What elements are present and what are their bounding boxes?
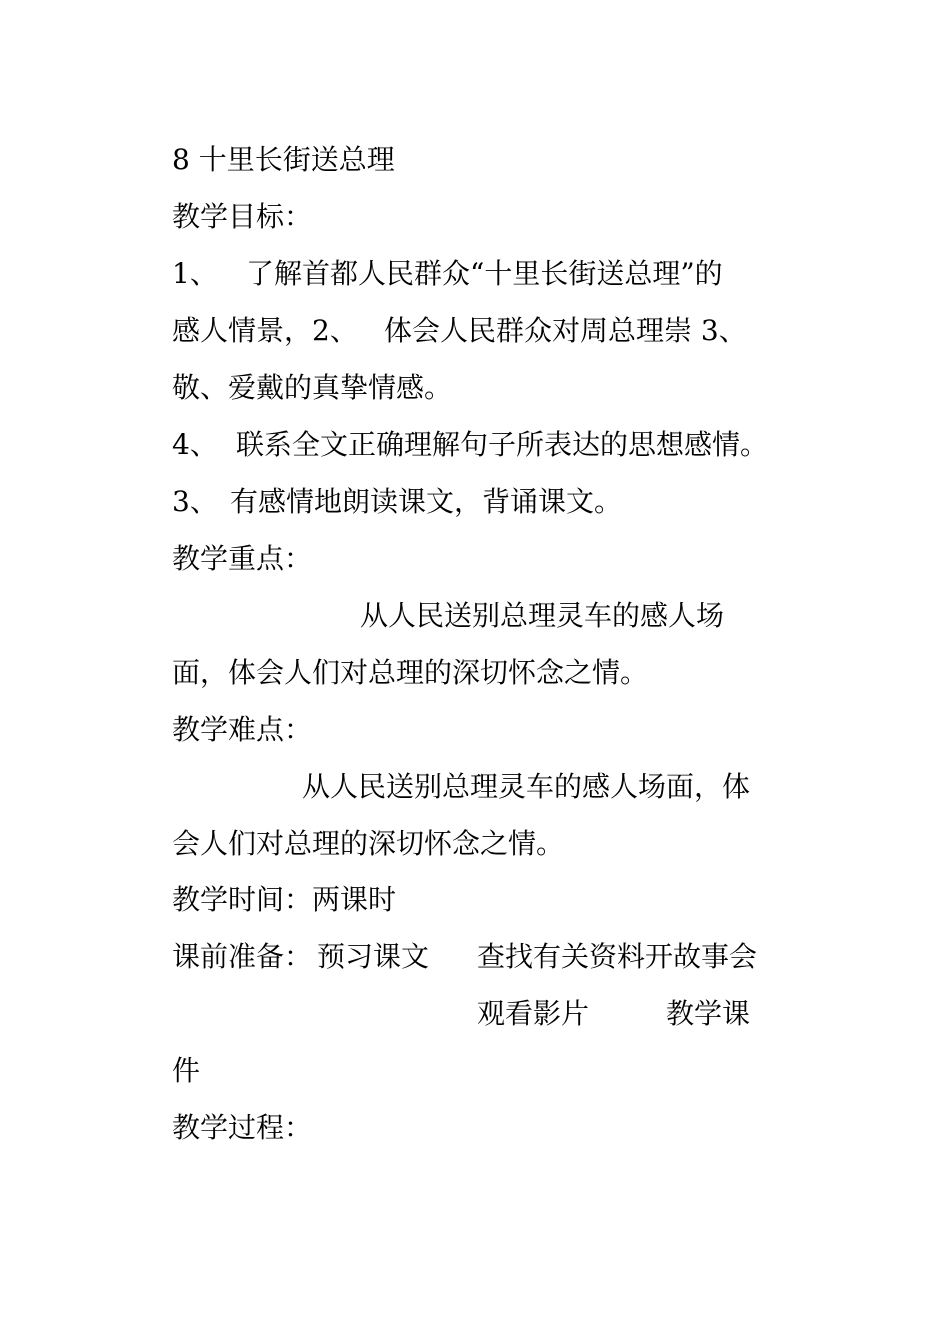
objective-number-4: 4、 (172, 428, 218, 461)
objective-line-1 (172, 254, 723, 294)
objective-line-2 (172, 311, 747, 351)
preparation-item-3: 观看影片 (477, 997, 590, 1030)
objective-text-1: 了解首都人民群众“十里长街送总理”的 (246, 257, 723, 290)
preparation-line-2 (172, 994, 751, 1034)
difficulties-heading: 教学难点： (172, 713, 313, 746)
difficulties-line-2: 会人们对总理的深切怀念之情。 (172, 827, 565, 860)
preparation-line-1 (172, 937, 758, 977)
preparation-item-4a: 教学课 (666, 997, 751, 1030)
objective-text-2b: 体会人民群众对周总理崇 3、 (384, 314, 747, 347)
process-heading: 教学过程： (172, 1111, 313, 1144)
objective-line-5 (172, 482, 623, 522)
preparation-label: 课前准备： (172, 940, 313, 973)
key-points-line-1 (172, 596, 725, 636)
key-points-heading: 教学重点： (172, 542, 313, 575)
difficulties-line-1 (172, 767, 751, 807)
objective-line-4 (172, 425, 769, 465)
difficulties-text-1: 从人民送别总理灵车的感人场面，体 (302, 770, 751, 803)
objective-text-5: 有感情地朗读课文，背诵课文。 (230, 485, 623, 518)
key-points-text-1: 从人民送别总理灵车的感人场 (360, 599, 725, 632)
objective-number-1: 1、 (172, 257, 218, 290)
objective-text-2a: 感人情景，2、 (172, 314, 358, 347)
teaching-time: 教学时间：两课时 (172, 883, 397, 916)
preparation-item-2: 查找有关资料开故事会 (477, 940, 758, 973)
objective-number-5: 3、 (172, 485, 218, 518)
key-points-line-2: 面，体会人们对总理的深切怀念之情。 (172, 656, 649, 689)
objective-line-3: 敬、爱戴的真挚情感。 (172, 371, 453, 404)
preparation-line-3: 件 (172, 1054, 201, 1087)
preparation-item-1: 预习课文 (317, 940, 430, 973)
objective-text-4: 联系全文正确理解句子所表达的思想感情。 (236, 428, 769, 461)
objectives-heading: 教学目标： (172, 200, 313, 233)
document-title: 8 十里长街送总理 (172, 143, 395, 176)
